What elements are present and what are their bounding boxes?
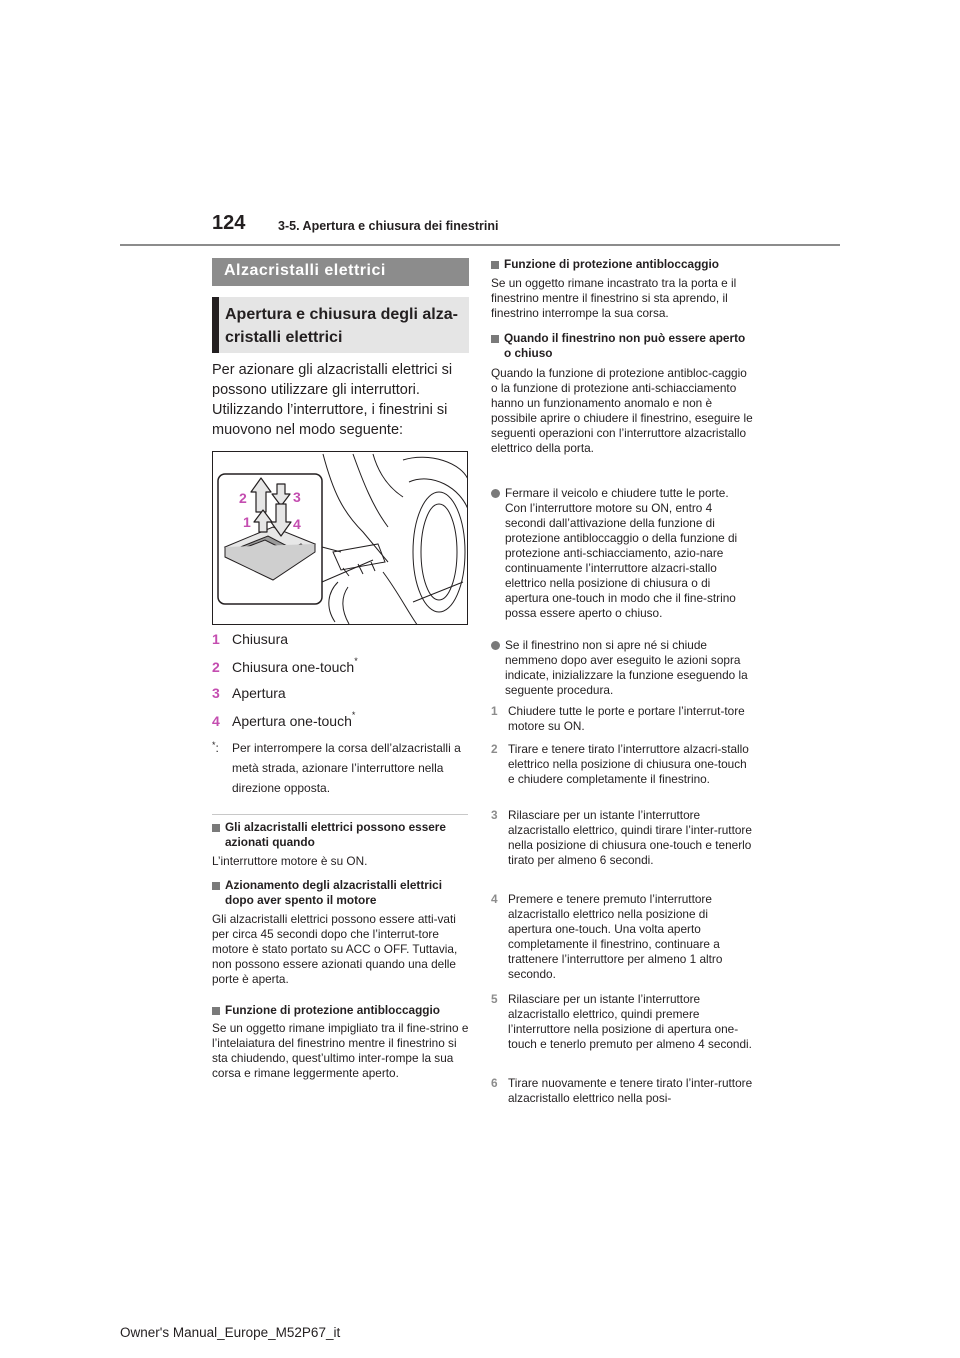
note-body: Gli alzacristalli elettrici possono essere atti-vati per circa 45 secondi dopo che l’interrut-tore motore è stato portato su ACC o OFF. Tuttavia, non possono essere azionati quando una delle porte è aperta. <box>212 912 458 986</box>
note-title: Quando il finestrino non può essere aperto o chiuso <box>491 331 753 361</box>
bullet-item: Fermare il veicolo e chiudere tutte le porte. Con l’interruttore motore su ON, entro 4 secondi dall’attivazione della funzione di protezione antibloccaggio o della funzione di protezione anti-schiacciamento, azio-nare continuamente l’interruttore alzacri-stallo elettrico nella posizione di chiusura o di apertura one-touch in modo che il fine-strino possa essere aperto o chiuso. <box>491 486 753 621</box>
figure-label-2: 2 <box>239 490 247 506</box>
subheading-bar <box>212 297 219 353</box>
heading-secondary: Apertura e chiusura degli alza-cristalli elettrici <box>225 306 458 346</box>
step-item: 5 Rilasciare per un istante l’interruttore alzacristallo elettrico, quindi premere l’interruttore nella posizione di apertura one-touch e tenerlo premuto per almeno 4 secondi. <box>491 992 752 1051</box>
square-bullet-icon <box>491 335 499 343</box>
step-item: 1 Chiudere tutte le porte e portare l’interrut-tore motore su ON. <box>491 704 745 733</box>
note-title: Funzione di protezione antibloccaggio <box>491 257 753 272</box>
note-body: Se un oggetto rimane incastrato tra la porta e il finestrino mentre il finestrino si sta aprendo, il finestrino interrompe la sua corsa. <box>491 276 737 320</box>
step-item: 3 Rilasciare per un istante l’interruttore alzacristallo elettrico, quindi tirare l’inter-ruttore nella posizione di chiusura one-touch e tenerlo tirato per almeno 6 secondi. <box>491 808 752 867</box>
round-bullet-icon <box>491 641 500 650</box>
legend-text: Chiusura <box>232 631 289 647</box>
square-bullet-icon <box>212 1007 220 1015</box>
note-title: Funzione di protezione antibloccaggio <box>212 1003 470 1018</box>
footnote-star: * <box>212 740 216 750</box>
note-title: Gli alzacristalli elettrici possono essere azionati quando <box>212 820 470 850</box>
asterisk: * <box>351 710 356 720</box>
section-title: 3-5. Apertura e chiusura dei finestrini <box>278 219 499 233</box>
square-bullet-icon <box>212 882 220 890</box>
round-bullet-icon <box>491 489 500 498</box>
note-body: L’interruttore motore è su ON. <box>212 854 368 868</box>
legend-text: Apertura one-touch <box>232 713 352 729</box>
step-item: 6 Tirare nuovamente e tenere tirato l’inter-ruttore alzacristallo elettrico nella posi- <box>491 1076 753 1105</box>
legend-number: 3 <box>212 685 220 701</box>
intro-paragraph: Per azionare gli alzacristalli elettrici si possono utilizzare gli interruttori. Utilizzando l’interruttore, i finestrini si muovono nel modo seguente: <box>212 362 453 438</box>
page-number: 124 <box>212 212 246 234</box>
step-item: 4 Premere e tenere premuto l’interruttore alzacristallo elettrico nella posizione di apertura one-touch. Una volta aperto completamente il finestrino, continuare a trattenere l’interruttore per almeno 1 altro secondo. <box>491 892 723 981</box>
footnote-colon: : <box>215 741 219 755</box>
note-title: Azionamento degli alzacristalli elettrici dopo aver spento il motore <box>212 878 470 908</box>
footer-text: Owner's Manual_Europe_M52P67_it <box>120 1325 341 1340</box>
section-divider <box>212 814 468 815</box>
legend-text: Apertura <box>232 685 286 701</box>
legend-number: 2 <box>212 659 220 675</box>
subheading-box <box>212 297 469 353</box>
figure-label-1: 1 <box>243 514 251 530</box>
window-switch-illustration <box>212 451 468 625</box>
note-body: Quando la funzione di protezione antibloc-caggio o la funzione di protezione anti-schiacciamento hanno un funzionamento anomalo e non è possibile aprire o chiudere il finestrino, eseguire le seguenti operazioni con l’interruttore alzacristallo elettrico della porta. <box>491 366 753 455</box>
bullet-item: Se il finestrino non si apre né si chiude nemmeno dopo aver eseguito le azioni sopra indicate, inizializzare la funzione eseguendo la seguente procedura. <box>491 638 753 698</box>
legend-text: Chiusura one-touch <box>232 659 355 675</box>
heading-box <box>212 258 469 286</box>
figure-label-4: 4 <box>293 516 301 532</box>
step-item: 2 Tirare e tenere tirato l’interruttore alzacri-stallo elettrico nella posizione di chiusura one-touch e chiudere completamente il finestrino. <box>491 742 749 786</box>
footnote-text: Per interrompere la corsa dell’alzacristalli a metà strada, azionare l’interruttore nella direzione opposta. <box>232 741 461 795</box>
footnote <box>212 738 470 798</box>
asterisk: * <box>354 656 358 666</box>
heading-primary: Alzacristalli elettrici <box>224 262 386 279</box>
note-body: Se un oggetto rimane impigliato tra il fine-strino e l’intelaiatura del finestrino mentre il finestrino si sta chiudendo, quest’ultimo inter-rompe la sua corsa e rimane leggermente aperto. <box>212 1021 469 1080</box>
legend-number: 4 <box>212 713 220 729</box>
square-bullet-icon <box>491 261 499 269</box>
header-rule <box>120 244 840 246</box>
figure-label-3: 3 <box>293 489 301 505</box>
square-bullet-icon <box>212 824 220 832</box>
illustration-svg <box>213 452 468 625</box>
legend-number: 1 <box>212 631 220 647</box>
